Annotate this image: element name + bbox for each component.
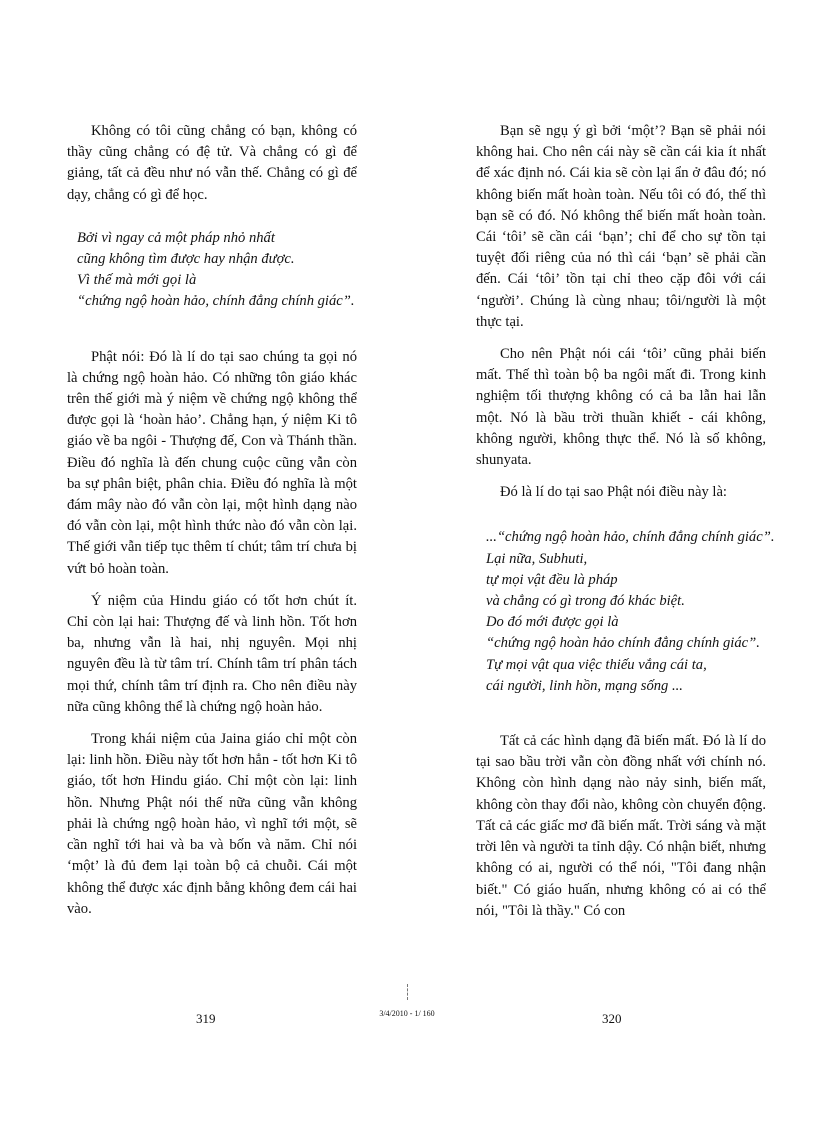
left-verse-line: cũng không tìm được hay nhận được. [77, 251, 295, 268]
left-paragraph-1: Không có tôi cũng chẳng có bạn, không có thầy cũng chẳng có đệ tử. Và chẳng có gì để giảng, tất cả đều như nó vẫn thế. Chẳng có gì để dạy, chẳng có gì để học. [67, 123, 357, 203]
right-verse-line: Tự mọi vật qua việc thiếu vắng cái ta, [486, 656, 707, 673]
right-verse-line: và chẳng có gì trong đó khác biệt. [486, 593, 685, 610]
right-verse-block [476, 527, 775, 697]
right-verse-line: cái người, linh hồn, mạng sống ... [486, 677, 683, 694]
left-verse-block [67, 228, 357, 313]
page-number-left: 319 [196, 1011, 216, 1026]
right-paragraph-4: Tất cả các hình dạng đã biến mất. Đó là lí do tại sao bầu trời vẫn còn đồng nhất với chính nó. Không còn hình dạng nào nảy sinh, biến mất, không còn thay đổi nào, không còn chuyển động. Tất cả các giấc mơ đã biến mất. Trời sáng và mặt trời lên và người ta tỉnh dậy. Có nhận biết, nhưng không có ai, người có thể nói, "Tôi đang nhận biết." Có giáo huấn, nhưng không có ai có thể nói, "Tôi là thầy." Có con [476, 733, 766, 919]
left-page-column [67, 121, 357, 931]
right-paragraph-2: Cho nên Phật nói cái ‘tôi’ cũng phải biến mất. Thế thì toàn bộ ba ngôi mất đi. Trong kinh nghiệm tối thượng không có cả ba lẫn hai lẫn một. Nó là bầu trời thuần khiết - cái không, không người, không thực thể. Nó là số không, shunyata. [476, 346, 766, 469]
right-verse-line: tự mọi vật đều là pháp [486, 571, 618, 588]
left-paragraph-3: Ý niệm của Hindu giáo có tốt hơn chút ít. Chỉ còn lại hai: Thượng đế và linh hồn. Tốt hơn ba, nhưng vẫn là hai, nhị nguyên. Mọi nhị nguyên đều là từ tâm trí. Chính tâm trí phân tách mọi thứ, chính tâm trí định ra. Cho nên điều này nữa cũng không thể là chứng ngộ hoàn hảo. [67, 592, 357, 715]
crop-mark [407, 984, 409, 1000]
left-verse-line: Vì thế mà mới gọi là [77, 272, 197, 289]
right-verse-line: Do đó mới được gọi là [486, 614, 619, 631]
right-verse-line: ...“chứng ngộ hoàn hảo, chính đẳng chính giác”. [486, 529, 775, 546]
page-number-right: 320 [602, 1011, 622, 1026]
print-stamp: 3/4/2010 - 1/ 160 [379, 1009, 435, 1018]
left-verse-line: “chứng ngộ hoàn hảo, chính đẳng chính giác”. [77, 293, 355, 310]
left-paragraph-2: Phật nói: Đó là lí do tại sao chúng ta gọi nó là chứng ngộ hoàn hảo. Có những tôn giáo khác trên thế giới mà ý niệm về chứng ngộ không thể được gọi là ‘hoàn hảo’. Chẳng hạn, ý niệm Ki tô giáo về ba ngôi - Thượng đế, Con và Thánh thần. Điều đó nghĩa là đến chung cuộc cũng vẫn còn ba sự phân biệt, phân chia. Điều đó nghĩa là một đám mây nào đó vẫn còn lại, một hình dạng nào đó vẫn còn lại, một hình thức nào đó vẫn còn lại. Thế giới vẫn tiếp tục thêm tí chút; tâm trí chưa bị vứt bỏ hoàn toàn. [67, 348, 357, 577]
left-paragraph-4: Trong khái niệm của Jaina giáo chỉ một còn lại: linh hồn. Điều này tốt hơn hẳn - tốt hơn Ki tô giáo, tốt hơn Hindu giáo. Chỉ một còn lại: linh hồn. Nhưng Phật nói thế nữa cũng vẫn không phải là chứng ngộ hoàn hảo, vì nghĩ tới một, sẽ cần nghĩ tới hai và ba và bốn và năm. Chỉ nói ‘một’ là đủ đem lại toàn bộ cả chuỗi. Cái một không thể được xác định bằng không đem cái hai vào. [67, 731, 357, 917]
right-paragraph-3: Đó là lí do tại sao Phật nói điều này là: [500, 484, 727, 501]
right-verse-line: “chứng ngộ hoàn hảo chính đẳng chính giác”. [486, 635, 760, 652]
right-paragraph-1: Bạn sẽ ngụ ý gì bởi ‘một’? Bạn sẽ phải nói không hai. Cho nên cái này sẽ cần cái kia ít nhất để xác định nó. Cái kia sẽ còn lại ẩn ở đâu đó; nó không biến mất hoàn toàn. Nếu tôi có đó, thế thì bạn sẽ có đó. Nó không thể biến mất hoàn toàn. Cái ‘tôi’ sẽ cần cái ‘bạn’; chỉ để cho sự tồn tại tuyệt đối riêng của nó thì cái ‘bạn’ sẽ phải cần đến. Cái ‘tôi’ tồn tại chỉ theo cặp đôi với cái ‘người’. Chúng là cùng nhau; tôi/người là một thực tại. [476, 123, 766, 330]
right-verse-line: Lại nữa, Subhuti, [486, 550, 588, 567]
left-verse-line: Bởi vì ngay cả một pháp nhỏ nhất [77, 229, 275, 246]
right-page-column [476, 121, 775, 933]
